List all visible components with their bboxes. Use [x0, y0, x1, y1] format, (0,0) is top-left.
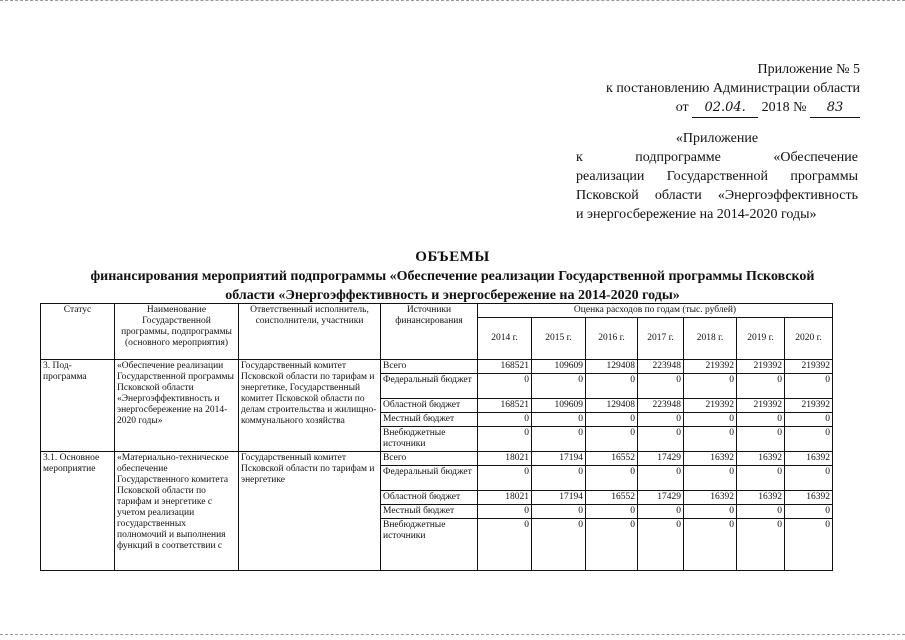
- source-cell: Федеральный бюджет: [381, 374, 478, 399]
- value-cell: 0: [586, 427, 638, 452]
- header-status: Статус: [41, 304, 115, 360]
- value-cell: 223948: [638, 399, 684, 413]
- value-cell: 0: [478, 427, 532, 452]
- appendix-number: Приложение № 5: [757, 62, 860, 77]
- value-cell: 0: [586, 413, 638, 427]
- value-cell: 0: [737, 374, 785, 399]
- value-cell: 0: [638, 466, 684, 491]
- executor-cell: Государственный комитет Псковской области по тарифам и энергетике: [239, 452, 381, 571]
- value-cell: 0: [478, 413, 532, 427]
- header-estimate: Оценка расходов по годам (тыс. рублей): [478, 304, 833, 318]
- source-cell: Местный бюджет: [381, 505, 478, 519]
- table-row: [41, 452, 833, 466]
- header-year: 2016 г.: [586, 318, 638, 360]
- value-cell: 219392: [737, 360, 785, 374]
- value-cell: 129408: [586, 360, 638, 374]
- executor-cell: Государственный комитет Псковской области по тарифам и энергетике, Государственный комитет Псковской области по делам строительства и жилищно-коммунального хозяйства: [239, 360, 381, 452]
- subprogram-appendix-title: «Приложение: [675, 131, 759, 146]
- name-cell: «Обеспечение реализации Государственной программы Псковской области «Энергоэффективность и энергосбережение на 2014-2020 годы»: [115, 360, 239, 452]
- value-cell: 0: [684, 374, 737, 399]
- source-cell: Всего: [381, 452, 478, 466]
- handwritten-number: 83: [810, 98, 860, 118]
- value-cell: 0: [638, 413, 684, 427]
- value-cell: 129408: [586, 399, 638, 413]
- value-cell: 219392: [785, 399, 833, 413]
- value-cell: 219392: [785, 360, 833, 374]
- value-cell: 0: [478, 374, 532, 399]
- value-cell: 0: [684, 413, 737, 427]
- header-year: 2015 г.: [532, 318, 586, 360]
- value-cell: 17194: [532, 491, 586, 505]
- value-cell: 168521: [478, 360, 532, 374]
- value-cell: 0: [532, 374, 586, 399]
- value-cell: 0: [478, 519, 532, 571]
- value-cell: 16392: [684, 452, 737, 466]
- value-cell: 0: [532, 413, 586, 427]
- header-year: 2018 г.: [684, 318, 737, 360]
- value-cell: 0: [785, 413, 833, 427]
- header-name: Наименование Государственной программы, подпрограммы (основного мероприятия): [115, 304, 239, 360]
- header-year: 2020 г.: [785, 318, 833, 360]
- value-cell: 0: [684, 505, 737, 519]
- financing-table: [40, 303, 833, 571]
- value-cell: 0: [638, 505, 684, 519]
- value-cell: 16392: [785, 491, 833, 505]
- value-cell: 17429: [638, 452, 684, 466]
- value-cell: 0: [785, 519, 833, 571]
- value-cell: 0: [586, 519, 638, 571]
- value-cell: 0: [586, 374, 638, 399]
- source-cell: Всего: [381, 360, 478, 374]
- value-cell: 0: [737, 466, 785, 491]
- value-cell: 0: [638, 374, 684, 399]
- page-top-edge: [0, 0, 905, 6]
- value-cell: 0: [478, 466, 532, 491]
- value-cell: 17194: [532, 452, 586, 466]
- header-year: 2017 г.: [638, 318, 684, 360]
- source-cell: Внебюджетные источники: [381, 427, 478, 452]
- value-cell: 16392: [684, 491, 737, 505]
- value-cell: 18021: [478, 452, 532, 466]
- date-from-label: от: [675, 100, 689, 115]
- title-line: области «Энергоэффективность и энергосбережение на 2014-2020 годы»: [225, 288, 680, 303]
- value-cell: 0: [737, 427, 785, 452]
- value-cell: 0: [684, 519, 737, 571]
- header-executor: Ответственный исполнитель, соисполнители, участники: [239, 304, 381, 360]
- header-year: 2019 г.: [737, 318, 785, 360]
- header-sources: Источники финансирования: [381, 304, 478, 360]
- value-cell: 0: [478, 505, 532, 519]
- value-cell: 0: [785, 374, 833, 399]
- source-cell: Внебюджетные источники: [381, 519, 478, 571]
- value-cell: 0: [638, 519, 684, 571]
- value-cell: 18021: [478, 491, 532, 505]
- value-cell: 0: [737, 505, 785, 519]
- value-cell: 16552: [586, 491, 638, 505]
- source-cell: Областной бюджет: [381, 491, 478, 505]
- source-cell: Областной бюджет: [381, 399, 478, 413]
- value-cell: 0: [785, 466, 833, 491]
- value-cell: 0: [586, 505, 638, 519]
- subprogram-appendix-line: реализации Государственной программы: [576, 169, 858, 184]
- value-cell: 0: [532, 519, 586, 571]
- source-cell: Местный бюджет: [381, 413, 478, 427]
- title-line: финансирования мероприятий подпрограммы «Обеспечение реализации Государственной программы Псковской: [90, 269, 815, 284]
- year-number-label: 2018 №: [761, 100, 807, 115]
- value-cell: 0: [684, 427, 737, 452]
- source-cell: Федеральный бюджет: [381, 466, 478, 491]
- value-cell: 0: [586, 466, 638, 491]
- value-cell: 0: [737, 519, 785, 571]
- value-cell: 0: [785, 427, 833, 452]
- status-cell: 3.1. Основное мероприятие: [41, 452, 115, 571]
- value-cell: 219392: [737, 399, 785, 413]
- subprogram-appendix: [576, 129, 858, 224]
- value-cell: 109609: [532, 360, 586, 374]
- value-cell: 0: [532, 466, 586, 491]
- value-cell: 16392: [737, 491, 785, 505]
- value-cell: 0: [684, 466, 737, 491]
- value-cell: 0: [532, 505, 586, 519]
- value-cell: 168521: [478, 399, 532, 413]
- value-cell: 0: [532, 427, 586, 452]
- value-cell: 0: [785, 505, 833, 519]
- value-cell: 0: [737, 413, 785, 427]
- value-cell: 16392: [737, 452, 785, 466]
- value-cell: 109609: [532, 399, 586, 413]
- table-row: [41, 360, 833, 374]
- value-cell: 0: [638, 427, 684, 452]
- appendix-date-line: [560, 98, 860, 118]
- value-cell: 17429: [638, 491, 684, 505]
- title-heading: ОБЪЕМЫ: [415, 249, 490, 265]
- appendix-header: [560, 60, 860, 118]
- value-cell: 219392: [684, 399, 737, 413]
- appendix-decree: к постановлению Администрации области: [606, 81, 860, 96]
- value-cell: 16552: [586, 452, 638, 466]
- value-cell: 219392: [684, 360, 737, 374]
- handwritten-date: 02.04.: [692, 98, 758, 118]
- page-bottom-edge: [0, 634, 905, 635]
- value-cell: 223948: [638, 360, 684, 374]
- value-cell: 16392: [785, 452, 833, 466]
- document-title: [20, 248, 885, 305]
- subprogram-appendix-line: к подпрограмме «Обеспечение: [576, 150, 858, 165]
- status-cell: 3. Под-программа: [41, 360, 115, 452]
- name-cell: «Материально-техническое обеспечение Государственного комитета Псковской области по тарифам и энергетике с учетом реализации государственных полномочий и выполнения функций в соответствии с: [115, 452, 239, 571]
- subprogram-appendix-line: и энергосбережение на 2014-2020 годы»: [576, 207, 817, 222]
- subprogram-appendix-line: Псковской области «Энергоэффективность: [576, 188, 858, 203]
- header-year: 2014 г.: [478, 318, 532, 360]
